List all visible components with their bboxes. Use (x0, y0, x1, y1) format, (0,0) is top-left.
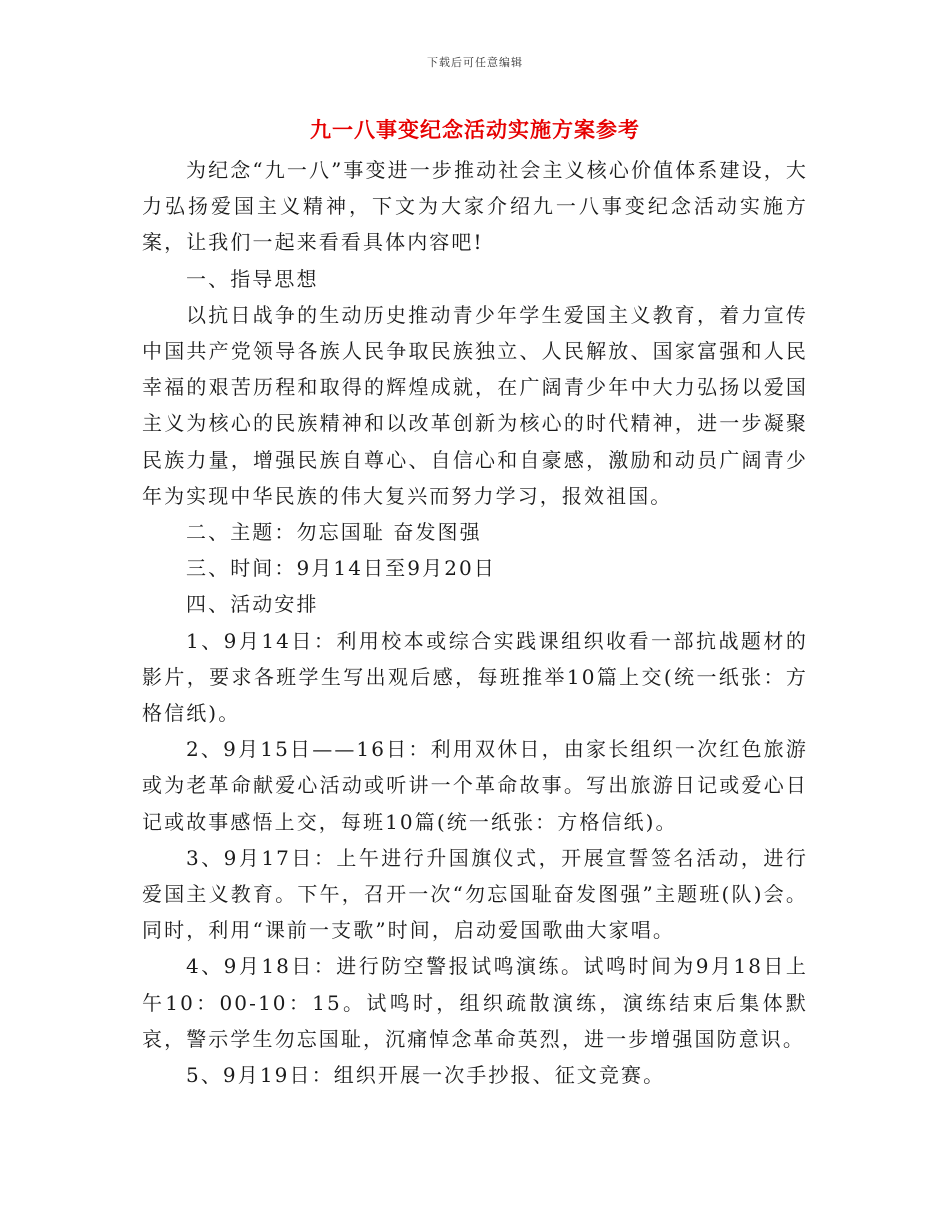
header-note: 下载后可任意编辑 (427, 56, 523, 69)
activity-item-1: 1、9月14日：利用校本或综合实践课组织收看一部抗战题材的影片，要求各班学生写出观后感，每班推举10篇上交(统一纸张：方格信纸)。 (142, 628, 808, 726)
document-body (142, 152, 808, 1093)
activity-item-2: 2、9月15日——16日：利用双休日，由家长组织一次红色旅游或为老革命献爱心活动或听讲一个革命故事。写出旅游日记或爱心日记或故事感悟上交，每班10篇(统一纸张：方格信纸)。 (142, 737, 808, 834)
section-heading-activities: 四、活动安排 (186, 592, 319, 617)
section-heading-time: 三、时间：9月14日至9月20日 (186, 556, 496, 581)
section-heading-guiding-thought: 一、指导思想 (186, 266, 319, 291)
activity-item-4: 4、9月18日：进行防空警报试鸣演练。试鸣时间为9月18日上午10：00-10：15。试鸣时，组织疏散演练，演练结束后集体默哀，警示学生勿忘国耻，沉痛悼念革命英烈，进一步增强国防意识。 (142, 954, 808, 1051)
activity-item-3: 3、9月17日：上午进行升国旗仪式，开展宣誓签名活动，进行爱国主义教育。下午，召开一次“勿忘国耻奋发图强”主题班(队)会。同时，利用“课前一支歌”时间，启动爱国歌曲大家唱。 (142, 845, 808, 943)
paragraph-intro: 为纪念“九一八”事变进一步推动社会主义核心价值体系建设，大力弘扬爱国主义精神，下文为大家介绍九一八事变纪念活动实施方案，让我们一起来看看具体内容吧! (142, 158, 808, 255)
document-title: 九一八事变纪念活动实施方案参考 (310, 117, 640, 142)
activity-item-5: 5、9月19日：组织开展一次手抄报、征文竞赛。 (186, 1063, 666, 1088)
paragraph-guiding-thought: 以抗日战争的生动历史推动青少年学生爱国主义教育，着力宣传中国共产党领导各族人民争取民族独立、人民解放、国家富强和人民幸福的艰苦历程和取得的辉煌成就，在广阔青少年中大力弘扬以爱国主义为核心的民族精神和以改革创新为核心的时代精神，进一步凝聚民族力量，增强民族自尊心、自信心和自豪感，激励和动员广阔青少年为实现中华民族的伟大复兴而努力学习，报效祖国。 (142, 302, 808, 508)
section-heading-theme: 二、主题：勿忘国耻 奋发图强 (186, 520, 482, 545)
